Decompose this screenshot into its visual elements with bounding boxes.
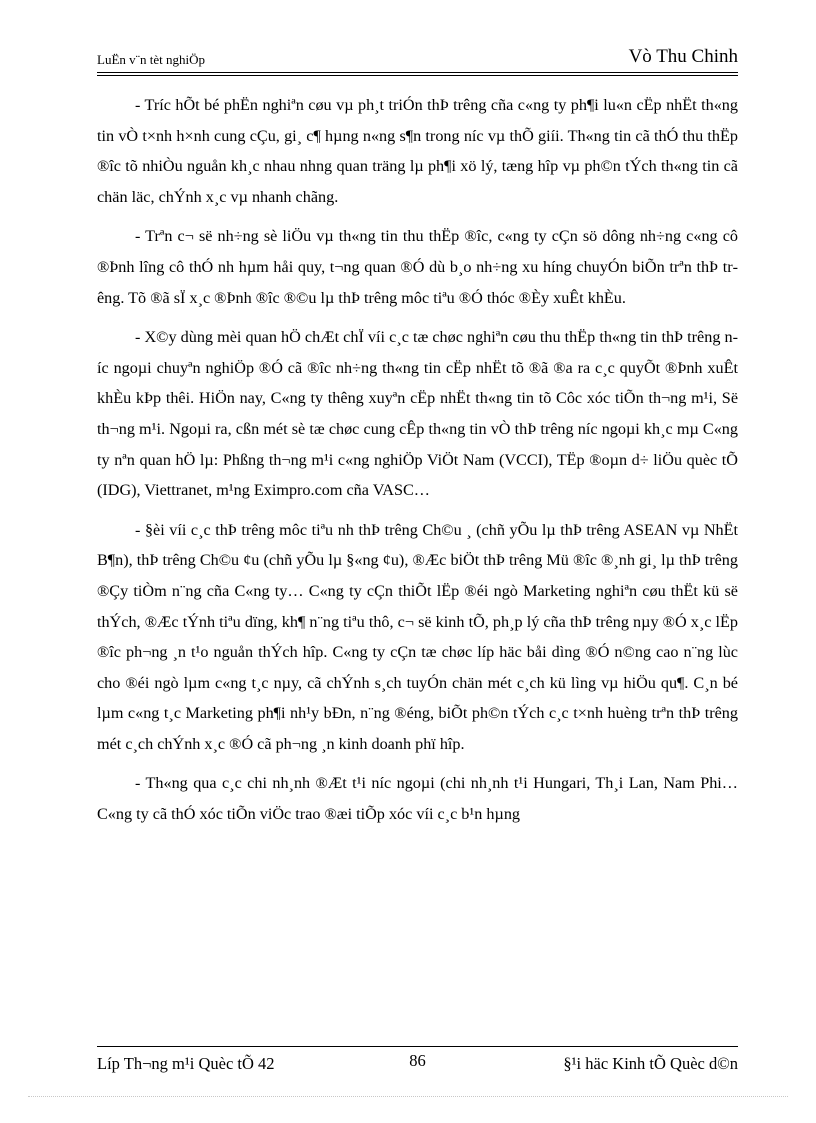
header-left-title: LuËn v¨n tèt nghiÖp: [97, 52, 205, 67]
header-rule: [97, 72, 738, 76]
page-bottom-dotted-rule: [28, 1096, 788, 1097]
paragraph-3: - X©y dùng mèi quan hÖ chÆt chÏ víi c¸c tæ chøc nghiªn cøu thu thËp th«ng tin thÞ trêng níc ngoµi chuyªn nghiÖp ®Ó cã ®îc nh÷ng th«ng tin cËp nhËt tõ ®ã ®a ra c¸c quyÕt ®Þnh xuÊt khÈu kÞp thêi. HiÖn nay, C«ng ty thêng xuyªn cËp nhËt th«ng tin tõ Côc xóc tiÕn th¬ng m¹i, Së th¬ng m¹i. Ngoµi ra, cßn mét sè tæ chøc cung cÊp th«ng tin vÒ thÞ trêng níc ngoµi kh¸c mµ C«ng ty nªn quan hÖ lµ: Phßng th¬ng m¹i c«ng nghiÖp ViÖt Nam (VCCI), TËp ®oµn d÷ liÖu quèc tÕ (IDG), Viettranet, m¹ng Eximpro.com cña VASC…: [97, 328, 738, 500]
paragraph-4: - §èi víi c¸c thÞ trêng môc tiªu nh thÞ trêng Ch©u ¸ (chñ yÕu lµ thÞ trêng ASEAN vµ NhËt B¶n), thÞ trêng Ch©u ¢u (chñ yÕu lµ §«ng ¢u), ®Æc biÖt thÞ trêng Mü ®îc ®¸nh gi¸ lµ thÞ trêng ®Çy tiÒm n¨ng cña C«ng ty… C«ng ty cÇn thiÕt lËp ®éi ngò Marketing nghiªn cøu thËt kü së thÝch, ®Æc tÝnh tiªu dïng, kh¶ n¨ng tiªu thô, c¬ së kinh tÕ, ph¸p lý cña thÞ trêng nµy ®Ó x¸c lËp ®îc ph¬ng ¸n t¹o nguån thÝch hîp. C«ng ty cÇn tæ chøc líp häc båi dìng ®Ó n©ng cao n¨ng lùc cho ®éi ngò lµm c«ng t¸c nµy, cã chÝnh s¸ch tuyÓn chän mét c¸ch kü lìng vµ hiÖu qu¶. C¸n bé lµm c«ng t¸c Marketing ph¶i nh¹y bÐn, n¨ng ®éng, biÕt ph©n tÝch c¸c t×nh huèng trªn thÞ trêng mét c¸ch chÝnh x¸c ®Ó cã ph¬ng ¸n kinh doanh phï hîp.: [97, 520, 738, 753]
page-number: 86: [409, 1051, 426, 1070]
page-footer: [97, 1051, 738, 1078]
footer-left-class: Líp Th¬ng m¹i Quèc tÕ 42: [97, 1054, 275, 1073]
header-right-author: Vò Thu Chinh: [628, 46, 738, 67]
paragraph-2: - Trªn c¬ së nh÷ng sè liÖu vµ th«ng tin thu thËp ®îc, c«ng ty cÇn sö dông nh÷ng c«ng cô ®Þnh lîng cô thÓ nh hµm håi quy, t¬ng quan ®Ó dù b¸o nh÷ng xu híng chuyÓn biÕn trªn thÞ trêng. Tõ ®ã sÏ x¸c ®Þnh ®îc ®©u lµ thÞ trêng môc tiªu ®Ó thóc ®Èy xuÊt khÈu.: [97, 227, 738, 307]
paragraph-1: - Tríc hÕt bé phËn nghiªn cøu vµ ph¸t triÓn thÞ trêng cña c«ng ty ph¶i lu«n cËp nhËt th«ng tin vÒ t×nh h×nh cung cÇu, gi¸ c¶ hµng n«ng s¶n trong níc vµ thÕ giíi. Th«ng tin cã thÓ thu thËp ®îc tõ nhiÒu nguån kh¸c nhau nhng quan träng lµ ph¶i xö lý, tæng hîp vµ ph©n tÝch th«ng tin cã chän läc, chÝnh x¸c vµ nhanh chãng.: [97, 96, 738, 206]
body-text: [97, 90, 738, 839]
footer-rule: [97, 1046, 738, 1047]
page-header: [97, 46, 738, 72]
paragraph-5: - Th«ng qua c¸c chi nh¸nh ®Æt t¹i níc ngoµi (chi nh¸nh t¹i Hungari, Th¸i Lan, Nam Phi… C«ng ty cã thÓ xóc tiÕn viÖc trao ®æi tiÕp xóc víi c¸c b¹n hµng: [97, 774, 738, 824]
footer-right-university: §¹i häc Kinh tÕ Quèc d©n: [563, 1054, 738, 1073]
